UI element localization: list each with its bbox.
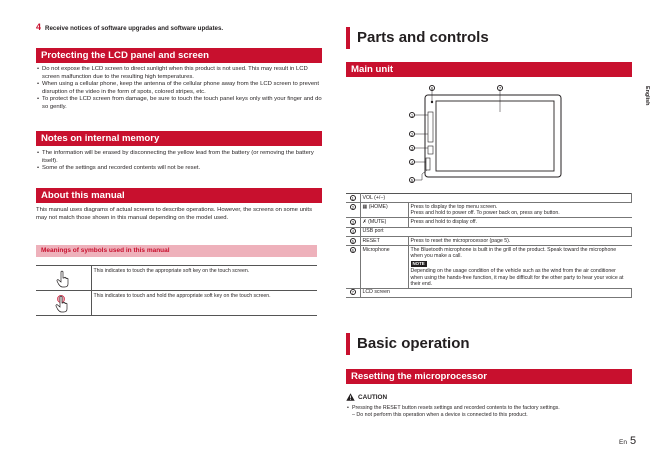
callout-7: 7 bbox=[498, 86, 502, 91]
part-number: 4 bbox=[351, 229, 354, 235]
language-label: English bbox=[644, 86, 650, 106]
callout-1: 1 bbox=[410, 113, 414, 118]
part-name: Microphone bbox=[360, 246, 408, 288]
warning-icon bbox=[346, 393, 355, 401]
part-number: 6 bbox=[351, 247, 354, 253]
list-item: • Do not expose the LCD screen to direct sunlight when this product is not used. This may result in LCD screen malfunction due to the resulting high temperatures. bbox=[36, 66, 322, 81]
list-item: • Pressing the RESET button resets settings and recorded contents to the factory settings. bbox=[346, 405, 632, 412]
part-number: 7 bbox=[351, 290, 354, 296]
touch-hold-hand-icon bbox=[55, 295, 71, 313]
language-side-tab bbox=[636, 82, 662, 120]
table-row bbox=[346, 203, 632, 218]
memory-bullet-list bbox=[36, 150, 322, 173]
page-number: 5 bbox=[629, 435, 637, 447]
home-icon: ▦ bbox=[362, 203, 368, 210]
part-description: Press to reset the microprocessor (page 5). bbox=[408, 237, 632, 246]
part-description-extra: Press and hold to power off. To power back on, press any button. bbox=[410, 210, 560, 217]
part-description: Press and hold to display off. bbox=[408, 218, 632, 227]
part-number: 1 bbox=[351, 195, 354, 201]
caution-label-row bbox=[346, 393, 387, 401]
table-row bbox=[346, 194, 632, 203]
part-name: (MUTE) bbox=[368, 218, 387, 225]
caution-subnote: – Do not perform this operation when a device is connected to this product. bbox=[352, 411, 528, 418]
callout-2: 2 bbox=[410, 132, 414, 137]
step-number: 4 bbox=[36, 22, 42, 32]
symbol-description: This indicates to touch and hold the appropriate soft key on the touch screen. bbox=[91, 291, 317, 316]
symbols-subheading: Meanings of symbols used in this manual bbox=[36, 245, 317, 257]
note-badge: NOTE bbox=[412, 260, 425, 266]
part-name: (HOME) bbox=[368, 203, 388, 210]
part-number: 3 bbox=[351, 219, 354, 225]
table-row bbox=[346, 237, 632, 246]
list-item: • To protect the LCD screen from damage, be sure to touch the touch panel keys only with your finger and do so gently. bbox=[36, 96, 322, 111]
main-unit-heading: Main unit bbox=[346, 62, 632, 77]
step-text: Receive notices of software upgrades and software updates. bbox=[45, 25, 224, 32]
part-description: The Bluetooth microphone is built in the grill of the product. Speak toward the microphone when you make a call. bbox=[410, 246, 617, 260]
table-row bbox=[346, 246, 632, 288]
table-row bbox=[36, 291, 317, 316]
main-unit-diagram bbox=[386, 82, 576, 190]
table-row bbox=[346, 288, 632, 297]
caution-list bbox=[346, 405, 632, 412]
part-description: Press to display the top menu screen. bbox=[410, 203, 498, 210]
list-item: • Some of the settings and recorded contents will not be reset. bbox=[36, 165, 322, 173]
page-footer bbox=[619, 435, 636, 447]
table-row bbox=[346, 218, 632, 227]
lcd-bullet-list bbox=[36, 66, 322, 111]
manual-section-heading: About this manual bbox=[36, 188, 322, 203]
symbol-description: This indicates to touch the appropriate soft key on the touch screen. bbox=[91, 266, 317, 291]
part-number: 5 bbox=[351, 238, 354, 244]
callout-5: 5 bbox=[410, 178, 414, 183]
callout-3: 3 bbox=[410, 146, 414, 151]
symbols-table bbox=[36, 265, 317, 316]
reset-heading: Resetting the microprocessor bbox=[346, 369, 632, 384]
manual-paragraph: This manual uses diagrams of actual screens to describe operations. However, the screens on some units may not match those shown in this manual depending on the model used. bbox=[36, 207, 313, 221]
part-note: Depending on the usage condition of the vehicle such as the wind from the air conditioner when using the hands-free function, it may be difficult for the other party to hear your voice at their end. bbox=[410, 268, 624, 287]
symbol-icon-cell bbox=[36, 266, 91, 291]
lcd-section-heading: Protecting the LCD panel and screen bbox=[36, 48, 322, 63]
parts-title: Parts and controls bbox=[346, 27, 632, 49]
part-name: USB port bbox=[360, 227, 632, 236]
part-name: RESET bbox=[360, 237, 408, 246]
touch-hand-icon bbox=[56, 270, 70, 288]
part-name: LCD screen bbox=[360, 288, 632, 297]
footer-lang: En bbox=[619, 439, 627, 446]
step-line bbox=[36, 22, 223, 32]
table-row bbox=[346, 227, 632, 236]
caution-label: CAUTION bbox=[358, 393, 388, 401]
part-number: 2 bbox=[351, 204, 354, 210]
list-item: • When using a cellular phone, keep the antenna of the cellular phone away from the LCD screen to prevent disruption of the video in the form of spots, colored stripes, etc. bbox=[36, 81, 322, 96]
table-row bbox=[36, 266, 317, 291]
callout-4: 4 bbox=[410, 160, 414, 165]
callout-6: 6 bbox=[430, 86, 434, 91]
symbol-icon-cell bbox=[36, 291, 91, 316]
memory-section-heading: Notes on internal memory bbox=[36, 131, 322, 146]
basic-operation-title: Basic operation bbox=[346, 333, 632, 355]
part-name: VOL (+/−) bbox=[360, 194, 632, 203]
parts-table bbox=[346, 193, 632, 298]
list-item: • The information will be erased by disconnecting the yellow lead from the battery (or removing the battery itself). bbox=[36, 150, 322, 165]
mute-icon: ✗ bbox=[362, 218, 367, 225]
